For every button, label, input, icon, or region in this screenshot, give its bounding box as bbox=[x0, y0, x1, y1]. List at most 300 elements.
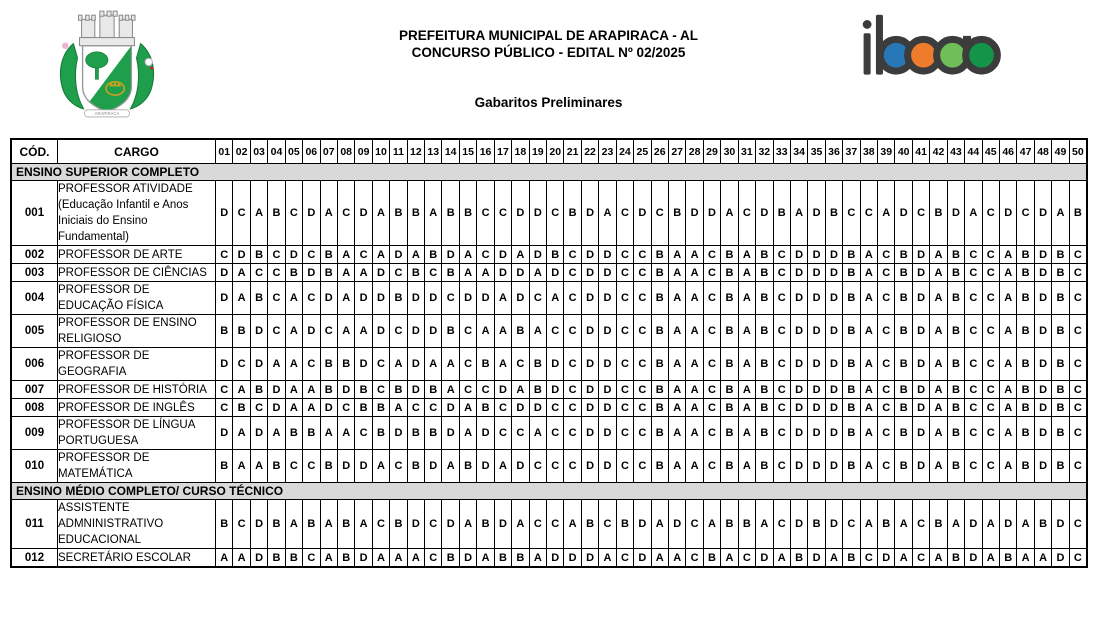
answer-cell: C bbox=[459, 348, 476, 381]
answer-cell: A bbox=[999, 264, 1016, 282]
answer-cell: D bbox=[303, 264, 320, 282]
answer-cell: D bbox=[1034, 282, 1051, 315]
answer-cell: B bbox=[703, 549, 720, 568]
answer-cell: C bbox=[547, 399, 564, 417]
answer-cell: A bbox=[320, 417, 337, 450]
answer-cell: D bbox=[599, 246, 616, 264]
answer-cell: A bbox=[947, 500, 964, 549]
answer-cell: B bbox=[477, 399, 494, 417]
answer-cell: A bbox=[999, 450, 1016, 483]
answer-cell: C bbox=[233, 500, 250, 549]
answer-cell: D bbox=[1034, 348, 1051, 381]
answer-cell: B bbox=[721, 264, 738, 282]
answer-cell: C bbox=[564, 246, 581, 264]
answer-cell: C bbox=[773, 315, 790, 348]
answer-cell: C bbox=[303, 450, 320, 483]
answer-cell: A bbox=[860, 264, 877, 282]
answer-cell: D bbox=[825, 315, 842, 348]
answer-cell: B bbox=[1069, 181, 1087, 246]
ibam-letters bbox=[863, 15, 998, 75]
cargo-code: 007 bbox=[11, 381, 58, 399]
answer-cell: D bbox=[268, 399, 285, 417]
answer-cell: D bbox=[825, 450, 842, 483]
answer-cell: B bbox=[756, 264, 773, 282]
answer-cell: B bbox=[843, 246, 860, 264]
answer-cell: C bbox=[860, 181, 877, 246]
answer-cell: C bbox=[529, 500, 546, 549]
answer-cell: C bbox=[233, 348, 250, 381]
cargo-code: 009 bbox=[11, 417, 58, 450]
answer-cell: B bbox=[407, 181, 424, 246]
question-number-header: 21 bbox=[564, 139, 581, 164]
answer-cell: C bbox=[634, 399, 651, 417]
question-number-header: 10 bbox=[372, 139, 389, 164]
cargo-name: SECRETÁRIO ESCOLAR bbox=[58, 549, 216, 568]
answer-cell: D bbox=[599, 315, 616, 348]
answer-cell: C bbox=[878, 246, 895, 264]
answer-cell: D bbox=[581, 549, 598, 568]
answer-cell: B bbox=[895, 246, 912, 264]
answer-key-table bbox=[10, 138, 1088, 568]
answer-cell: C bbox=[860, 549, 877, 568]
question-number-header: 17 bbox=[494, 139, 511, 164]
answer-cell: A bbox=[459, 399, 476, 417]
answer-cell: B bbox=[268, 450, 285, 483]
answer-cell: B bbox=[999, 549, 1016, 568]
answer-cell: D bbox=[581, 417, 598, 450]
answer-cell: C bbox=[320, 315, 337, 348]
question-number-header: 15 bbox=[459, 139, 476, 164]
answer-cell: A bbox=[442, 381, 459, 399]
answer-cell: A bbox=[860, 399, 877, 417]
answer-cell: A bbox=[372, 549, 389, 568]
question-number-header: 50 bbox=[1069, 139, 1087, 164]
answer-cell: A bbox=[686, 348, 703, 381]
answer-cell: B bbox=[843, 450, 860, 483]
answer-cell: A bbox=[494, 348, 511, 381]
answer-cell: D bbox=[216, 417, 233, 450]
answer-cell: D bbox=[407, 500, 424, 549]
answer-cell: D bbox=[477, 417, 494, 450]
answer-cell: B bbox=[268, 181, 285, 246]
answer-cell: C bbox=[912, 549, 929, 568]
answer-cell: A bbox=[303, 399, 320, 417]
answer-cell: C bbox=[564, 348, 581, 381]
table-row bbox=[11, 381, 1087, 399]
answer-cell: C bbox=[982, 264, 999, 282]
answer-cell: D bbox=[1052, 500, 1069, 549]
answer-cell: D bbox=[581, 315, 598, 348]
answer-cell: C bbox=[564, 417, 581, 450]
page-title: Gabaritos Preliminares bbox=[474, 95, 623, 110]
answer-cell: C bbox=[982, 315, 999, 348]
answer-cell: C bbox=[773, 450, 790, 483]
answer-cell: B bbox=[947, 264, 964, 282]
answer-cell: B bbox=[337, 500, 354, 549]
answer-cell: D bbox=[1034, 246, 1051, 264]
answer-cell: D bbox=[581, 246, 598, 264]
cargo-name: PROFESSOR DE ENSINO RELIGIOSO bbox=[58, 315, 216, 348]
answer-cell: B bbox=[494, 549, 511, 568]
answer-cell: B bbox=[843, 282, 860, 315]
answer-cell: B bbox=[843, 264, 860, 282]
answer-cell: A bbox=[668, 399, 685, 417]
answer-cell: C bbox=[216, 399, 233, 417]
answer-cell: D bbox=[808, 348, 825, 381]
answer-cell: B bbox=[390, 282, 407, 315]
question-number-header: 01 bbox=[216, 139, 233, 164]
answer-cell: B bbox=[1017, 282, 1034, 315]
answer-cell: A bbox=[250, 450, 267, 483]
answer-cell: D bbox=[912, 399, 929, 417]
answer-cell: C bbox=[1017, 181, 1034, 246]
answer-cell: B bbox=[843, 348, 860, 381]
answer-cell: C bbox=[425, 264, 442, 282]
question-number-header: 14 bbox=[442, 139, 459, 164]
answer-cell: C bbox=[616, 549, 633, 568]
answer-cell: A bbox=[686, 246, 703, 264]
answer-cell: A bbox=[285, 315, 302, 348]
answer-cell: D bbox=[965, 549, 982, 568]
answer-cell: B bbox=[756, 399, 773, 417]
answer-cell: C bbox=[651, 181, 668, 246]
answer-cell: A bbox=[494, 282, 511, 315]
answer-cell: D bbox=[547, 264, 564, 282]
answer-cell: A bbox=[512, 500, 529, 549]
answer-cell: D bbox=[756, 549, 773, 568]
answer-cell: A bbox=[390, 399, 407, 417]
answer-cell: C bbox=[1069, 450, 1087, 483]
answer-cell: D bbox=[407, 381, 424, 399]
answer-cell: C bbox=[982, 417, 999, 450]
answer-cell: C bbox=[1069, 348, 1087, 381]
answer-cell: D bbox=[547, 549, 564, 568]
title-line-2: CONCURSO PÚBLICO - EDITAL Nº 02/2025 bbox=[411, 45, 686, 60]
question-number-header: 43 bbox=[947, 139, 964, 164]
answer-cell: D bbox=[320, 282, 337, 315]
answer-cell: D bbox=[529, 246, 546, 264]
answer-cell: A bbox=[860, 315, 877, 348]
question-number-header: 38 bbox=[860, 139, 877, 164]
answer-cell: C bbox=[477, 246, 494, 264]
answer-cell: A bbox=[477, 264, 494, 282]
answer-cell: A bbox=[738, 417, 755, 450]
answer-cell: A bbox=[878, 181, 895, 246]
answer-cell: B bbox=[390, 381, 407, 399]
question-number-header: 40 bbox=[895, 139, 912, 164]
answer-cell: A bbox=[860, 246, 877, 264]
answer-cell: D bbox=[494, 246, 511, 264]
answer-cell: A bbox=[999, 348, 1016, 381]
answer-cell: D bbox=[912, 450, 929, 483]
answer-cell: B bbox=[250, 282, 267, 315]
answer-cell: C bbox=[564, 282, 581, 315]
answer-cell: A bbox=[233, 282, 250, 315]
answer-cell: A bbox=[860, 282, 877, 315]
answer-cell: B bbox=[895, 399, 912, 417]
answer-cell: C bbox=[965, 399, 982, 417]
answer-cell: D bbox=[790, 500, 807, 549]
answer-cell: B bbox=[285, 549, 302, 568]
answer-cell: B bbox=[442, 264, 459, 282]
answer-cell: D bbox=[1034, 417, 1051, 450]
answer-cell: A bbox=[337, 315, 354, 348]
answer-cell: C bbox=[216, 246, 233, 264]
answer-cell: C bbox=[303, 282, 320, 315]
answer-cell: C bbox=[773, 264, 790, 282]
answer-cell: B bbox=[459, 450, 476, 483]
answer-cell: D bbox=[250, 315, 267, 348]
answer-cell: A bbox=[895, 549, 912, 568]
answer-cell: B bbox=[895, 264, 912, 282]
answer-cell: A bbox=[1034, 549, 1051, 568]
answer-cell: B bbox=[947, 417, 964, 450]
answer-cell: C bbox=[703, 399, 720, 417]
answer-cell: C bbox=[878, 264, 895, 282]
cargo-code: 012 bbox=[11, 549, 58, 568]
cargo-name: PROFESSOR DE GEOGRAFIA bbox=[58, 348, 216, 381]
answer-cell: C bbox=[616, 381, 633, 399]
answer-cell: A bbox=[529, 549, 546, 568]
answer-cell: A bbox=[825, 549, 842, 568]
answer-cell: C bbox=[1069, 282, 1087, 315]
answer-cell: D bbox=[250, 500, 267, 549]
answer-cell: B bbox=[407, 264, 424, 282]
answer-cell: C bbox=[390, 450, 407, 483]
answer-cell: C bbox=[599, 500, 616, 549]
question-number-header: 47 bbox=[1017, 139, 1034, 164]
answer-cell: C bbox=[407, 399, 424, 417]
answer-cell: B bbox=[216, 500, 233, 549]
answer-cell: B bbox=[1052, 282, 1069, 315]
answer-cell: C bbox=[372, 381, 389, 399]
answer-cell: C bbox=[965, 315, 982, 348]
answer-cell: C bbox=[686, 500, 703, 549]
answer-cell: B bbox=[947, 399, 964, 417]
answer-cell: A bbox=[930, 315, 947, 348]
answer-cell: D bbox=[390, 246, 407, 264]
answer-cell: C bbox=[216, 381, 233, 399]
answer-cell: C bbox=[982, 348, 999, 381]
answer-cell: C bbox=[843, 500, 860, 549]
question-number-header: 34 bbox=[790, 139, 807, 164]
answer-cell: D bbox=[912, 264, 929, 282]
answer-cell: A bbox=[390, 348, 407, 381]
question-number-header: 02 bbox=[233, 139, 250, 164]
answer-cell: A bbox=[512, 246, 529, 264]
answer-cell: A bbox=[686, 399, 703, 417]
table-row bbox=[11, 417, 1087, 450]
answer-cell: D bbox=[825, 282, 842, 315]
answer-cell: D bbox=[425, 450, 442, 483]
answer-cell: C bbox=[878, 450, 895, 483]
answer-cell: B bbox=[756, 417, 773, 450]
answer-cell: A bbox=[442, 450, 459, 483]
answer-cell: D bbox=[825, 348, 842, 381]
answer-cell: A bbox=[407, 549, 424, 568]
answer-cell: A bbox=[738, 264, 755, 282]
answer-cell: C bbox=[355, 417, 372, 450]
answer-cell: B bbox=[825, 181, 842, 246]
answer-cell: C bbox=[703, 246, 720, 264]
answer-cell: A bbox=[1052, 181, 1069, 246]
answer-cell: B bbox=[895, 282, 912, 315]
answer-cell: D bbox=[494, 381, 511, 399]
question-number-header: 31 bbox=[738, 139, 755, 164]
answer-cell: D bbox=[581, 450, 598, 483]
answer-cell: A bbox=[442, 348, 459, 381]
table-row bbox=[11, 450, 1087, 483]
question-number-header: 32 bbox=[756, 139, 773, 164]
answer-cell: A bbox=[738, 246, 755, 264]
answer-cell: D bbox=[912, 417, 929, 450]
answer-cell: C bbox=[703, 348, 720, 381]
answer-cell: B bbox=[651, 315, 668, 348]
answer-cell: A bbox=[459, 500, 476, 549]
answer-cell: D bbox=[599, 282, 616, 315]
answer-cell: D bbox=[599, 417, 616, 450]
table-row bbox=[11, 264, 1087, 282]
answer-cell: C bbox=[564, 381, 581, 399]
answer-cell: A bbox=[738, 450, 755, 483]
answer-cell: B bbox=[216, 315, 233, 348]
answer-cell: A bbox=[756, 500, 773, 549]
answer-cell: D bbox=[477, 450, 494, 483]
answer-cell: D bbox=[512, 264, 529, 282]
answer-cell: D bbox=[425, 315, 442, 348]
answer-cell: D bbox=[634, 549, 651, 568]
answer-cell: C bbox=[982, 399, 999, 417]
cargo-code: 011 bbox=[11, 500, 58, 549]
answer-cell: B bbox=[843, 381, 860, 399]
answer-cell: D bbox=[355, 549, 372, 568]
table-row bbox=[11, 399, 1087, 417]
answer-cell: B bbox=[1017, 450, 1034, 483]
answer-cell: B bbox=[947, 315, 964, 348]
answer-cell: B bbox=[947, 348, 964, 381]
answer-cell: C bbox=[1069, 399, 1087, 417]
cargo-name: PROFESSOR DE CIÊNCIAS bbox=[58, 264, 216, 282]
answer-cell: C bbox=[268, 282, 285, 315]
answer-cell: A bbox=[285, 381, 302, 399]
table-row bbox=[11, 549, 1087, 568]
answer-cell: B bbox=[1052, 315, 1069, 348]
answer-cell: D bbox=[599, 399, 616, 417]
answer-cell: D bbox=[233, 246, 250, 264]
answer-cell: B bbox=[651, 264, 668, 282]
answer-cell: A bbox=[512, 381, 529, 399]
answer-cell: B bbox=[547, 246, 564, 264]
answer-cell: D bbox=[599, 381, 616, 399]
answer-cell: D bbox=[878, 549, 895, 568]
answer-cell: C bbox=[512, 348, 529, 381]
question-number-header: 27 bbox=[668, 139, 685, 164]
answer-cell: C bbox=[773, 399, 790, 417]
answer-cell: A bbox=[790, 181, 807, 246]
answer-cell: D bbox=[808, 549, 825, 568]
answer-cell: A bbox=[686, 282, 703, 315]
answer-cell: D bbox=[216, 282, 233, 315]
answer-cell: B bbox=[843, 417, 860, 450]
answer-cell: D bbox=[947, 181, 964, 246]
answer-cell: A bbox=[320, 500, 337, 549]
answer-cell: B bbox=[616, 500, 633, 549]
answer-cell: B bbox=[895, 450, 912, 483]
answer-cell: A bbox=[250, 181, 267, 246]
answer-cell: B bbox=[425, 381, 442, 399]
question-number-header: 33 bbox=[773, 139, 790, 164]
answer-cell: D bbox=[808, 264, 825, 282]
cargo-code: 001 bbox=[11, 181, 58, 246]
answer-cell: C bbox=[459, 381, 476, 399]
answer-cell: B bbox=[425, 417, 442, 450]
answer-cell: A bbox=[529, 315, 546, 348]
answer-cell: C bbox=[1069, 246, 1087, 264]
answer-cell: B bbox=[721, 381, 738, 399]
answer-cell: A bbox=[564, 500, 581, 549]
answer-cell: D bbox=[425, 282, 442, 315]
answer-cell: D bbox=[547, 348, 564, 381]
answer-cell: C bbox=[634, 315, 651, 348]
answer-cell: C bbox=[547, 181, 564, 246]
answer-cell: C bbox=[268, 264, 285, 282]
answer-cell: D bbox=[512, 399, 529, 417]
answer-cell: D bbox=[337, 450, 354, 483]
answer-cell: C bbox=[547, 500, 564, 549]
answer-cell: B bbox=[320, 246, 337, 264]
answer-cell: C bbox=[425, 399, 442, 417]
answer-cell: B bbox=[773, 181, 790, 246]
answer-cell: C bbox=[1069, 500, 1087, 549]
answer-cell: C bbox=[616, 246, 633, 264]
answer-cell: C bbox=[965, 417, 982, 450]
answer-cell: C bbox=[494, 417, 511, 450]
answer-cell: D bbox=[808, 381, 825, 399]
answer-cell: A bbox=[407, 246, 424, 264]
answer-cell: D bbox=[268, 381, 285, 399]
answer-cell: C bbox=[965, 264, 982, 282]
answer-cell: D bbox=[790, 450, 807, 483]
answer-cell: C bbox=[703, 450, 720, 483]
answer-cell: D bbox=[825, 417, 842, 450]
answer-cell: C bbox=[703, 264, 720, 282]
answer-cell: B bbox=[355, 399, 372, 417]
answer-cell: B bbox=[843, 315, 860, 348]
answer-cell: A bbox=[930, 282, 947, 315]
answer-cell: C bbox=[355, 246, 372, 264]
answer-cell: A bbox=[999, 381, 1016, 399]
answer-cell: C bbox=[773, 381, 790, 399]
answer-cell: C bbox=[303, 246, 320, 264]
question-number-header: 30 bbox=[721, 139, 738, 164]
answer-cell: A bbox=[337, 246, 354, 264]
answer-cell: A bbox=[999, 282, 1016, 315]
answer-cell: C bbox=[634, 450, 651, 483]
answer-cell: D bbox=[808, 282, 825, 315]
question-number-header: 06 bbox=[303, 139, 320, 164]
question-number-header: 04 bbox=[268, 139, 285, 164]
answer-cell: C bbox=[512, 417, 529, 450]
column-header-cargo: CARGO bbox=[58, 139, 216, 164]
answer-cell: B bbox=[477, 348, 494, 381]
cargo-name: PROFESSOR DE EDUCAÇÃO FÍSICA bbox=[58, 282, 216, 315]
answer-cell: B bbox=[320, 381, 337, 399]
answer-cell: C bbox=[982, 450, 999, 483]
answer-cell: A bbox=[285, 282, 302, 315]
answer-cell: A bbox=[547, 282, 564, 315]
answer-cell: C bbox=[477, 381, 494, 399]
answer-cell: B bbox=[233, 399, 250, 417]
